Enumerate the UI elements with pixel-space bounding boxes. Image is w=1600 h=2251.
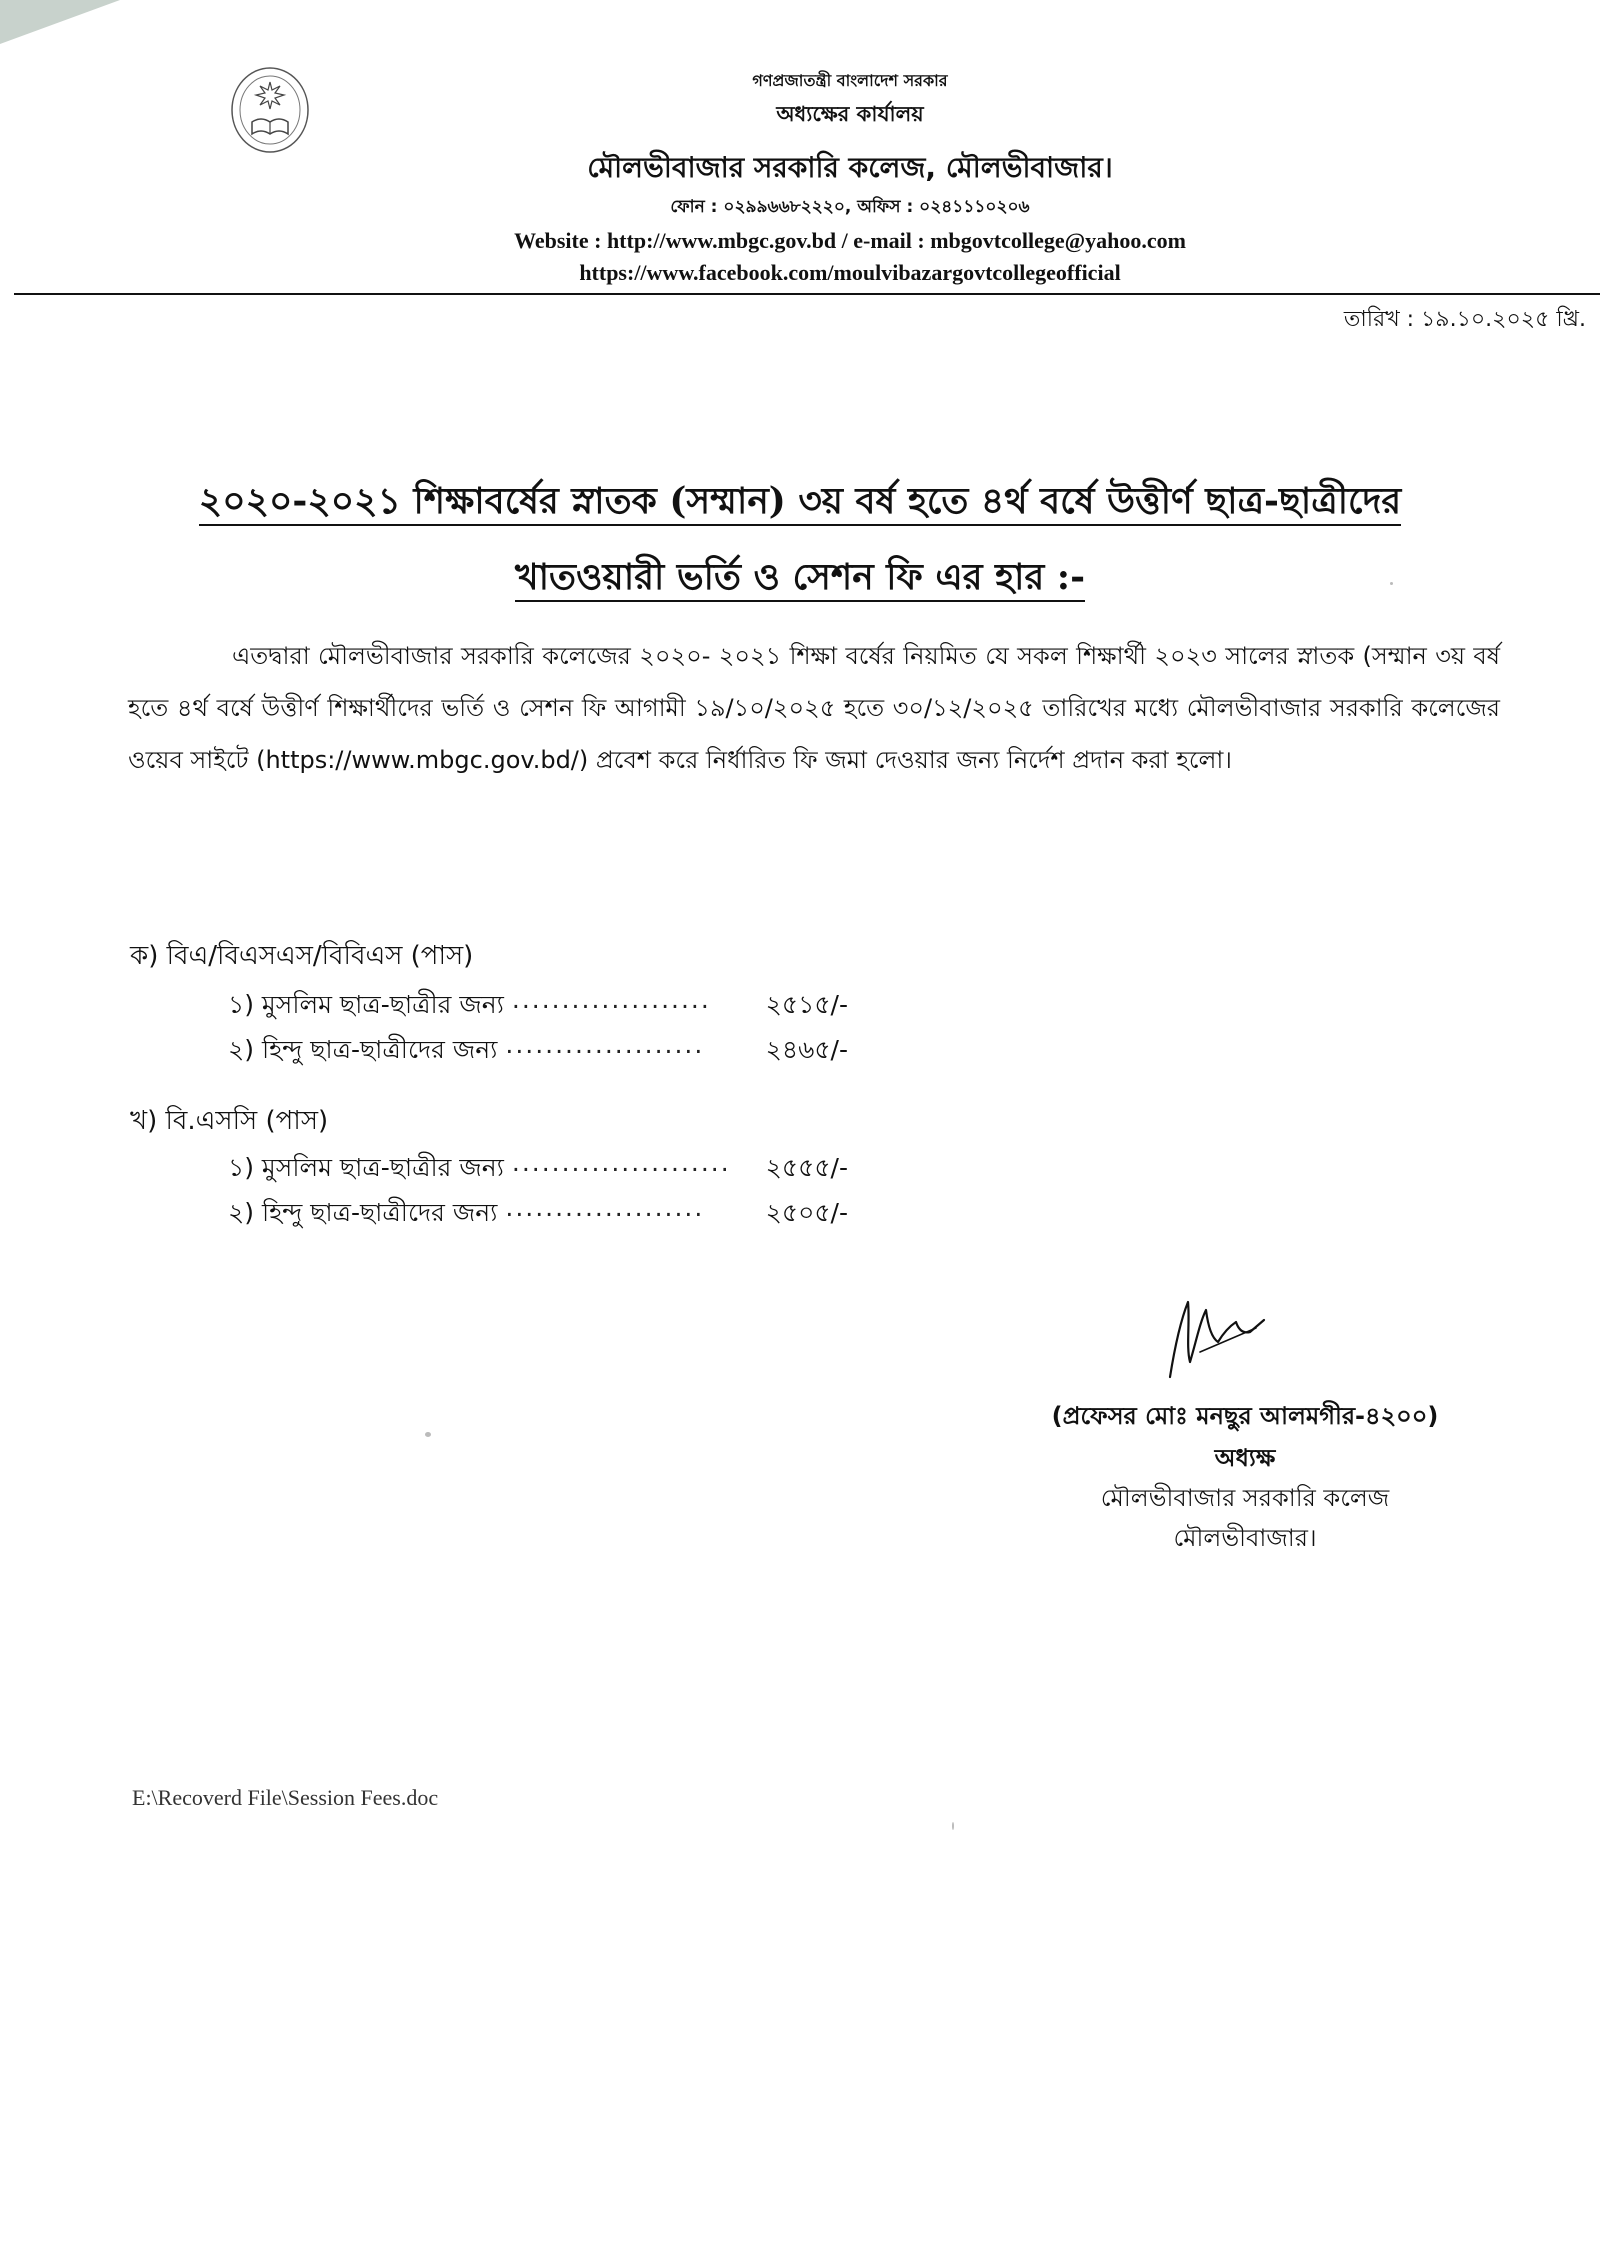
signatory-name: (প্রফেসর মোঃ মনছুর আলমগীর-৪২০০) xyxy=(1051,1402,1439,1430)
fee-label: ১) মুসলিম ছাত্র-ছাত্রীর জন্য xyxy=(228,1153,504,1182)
fee-amount: ২৫০৫/- xyxy=(765,1198,848,1227)
facebook-link: https://www.facebook.com/moulvibazargovtcollegeofficial xyxy=(579,260,1121,285)
website-email: Website : http://www.mbgc.gov.bd / e-mail : mbgovtcollege@yahoo.com xyxy=(514,228,1186,253)
notice-body xyxy=(128,630,1500,786)
fee-row xyxy=(228,1193,848,1236)
notice-title-line2 xyxy=(100,550,1500,610)
notice-date: তারিখ : ১৯.১০.২০২৫ খ্রি. xyxy=(1343,307,1586,332)
section-heading-ba: ক) বিএ/বিএসএস/বিবিএস (পাস) xyxy=(130,941,474,971)
fee-label: ২) হিন্দু ছাত্র-ছাত্রীদের জন্য xyxy=(228,1035,498,1064)
principal-signature-icon xyxy=(1160,1292,1270,1382)
fee-label: ২) হিন্দু ছাত্র-ছাত্রীদের জন্য xyxy=(228,1198,498,1227)
fee-row xyxy=(228,985,848,1028)
fee-label: ১) মুসলিম ছাত্র-ছাত্রীর জন্য xyxy=(228,990,504,1019)
government-name: গণপ্রজাতন্ত্রী বাংলাদেশ সরকার xyxy=(752,71,948,90)
notice-title-line1 xyxy=(100,474,1500,534)
phone-numbers: ফোন : ০২৯৯৬৬৮২২২০, অফিস : ০২৪১১১০২০৬ xyxy=(670,197,1030,217)
header-divider xyxy=(14,293,1600,295)
fee-amount: ২৪৬৫/- xyxy=(765,1035,848,1064)
file-path-footer: E:\Recoverd File\Session Fees.doc xyxy=(132,1785,439,1810)
notice-paragraph: এতদ্বারা মৌলভীবাজার সরকারি কলেজের ২০২০- ২০২১ শিক্ষা বর্ষের নিয়মিত যে সকল শিক্ষার্থী ২০২৩ সালের স্নাতক (সম্মান ৩য় বর্ষ হতে ৪র্থ বর্ষে উত্তীর্ণ শিক্ষার্থীদের ভর্তি ও সেশন ফি আগামী ১৯/১০/২০২৫ হতে ৩০/১২/২০২৫ তারিখের মধ্যে মৌলভীবাজার সরকারি কলেজের ওয়েব সাইটে (https://www.mbgc.gov.bd/) প্রবেশ করে নির্ধারিত ফি জমা দেওয়ার জন্য নির্দেশ প্রদান করা হলো। xyxy=(128,642,1500,774)
notice-title-line1-text: ২০২০-২০২১ শিক্ষাবর্ষের স্নাতক (সম্মান) ৩য় বর্ষ হতে ৪র্থ বর্ষে উত্তীর্ণ ছাত্র-ছাত্রীদের xyxy=(199,480,1401,526)
signatory-city: মৌলভীবাজার। xyxy=(1173,1524,1317,1552)
fee-amount: ২৫৫৫/- xyxy=(765,1153,848,1182)
fee-leader-dots: .................... xyxy=(505,1193,705,1222)
scan-speck xyxy=(425,1432,431,1437)
folded-corner xyxy=(0,0,120,44)
fee-amount: ২৫১৫/- xyxy=(765,990,848,1019)
notice-title-line2-text: খাতওয়ারী ভর্তি ও সেশন ফি এর হার :- xyxy=(515,556,1085,602)
signatory-designation: অধ্যক্ষ xyxy=(1214,1444,1276,1472)
fee-row xyxy=(228,1148,848,1191)
scan-speck xyxy=(952,1822,954,1830)
fee-leader-dots: ...................... xyxy=(511,1148,731,1177)
fee-leader-dots: .................... xyxy=(511,985,711,1014)
fee-leader-dots: .................... xyxy=(505,1030,705,1059)
office-name: অধ্যক্ষের কার্যালয় xyxy=(776,102,924,126)
section-heading-bsc: খ) বি.এসসি (পাস) xyxy=(130,1106,329,1136)
signatory-college: মৌলভীবাজার সরকারি কলেজ xyxy=(1100,1484,1390,1512)
college-name: মৌলভীবাজার সরকারি কলেজ, মৌলভীবাজার। xyxy=(587,151,1113,184)
scan-speck xyxy=(1390,582,1393,585)
fee-row xyxy=(228,1030,848,1073)
